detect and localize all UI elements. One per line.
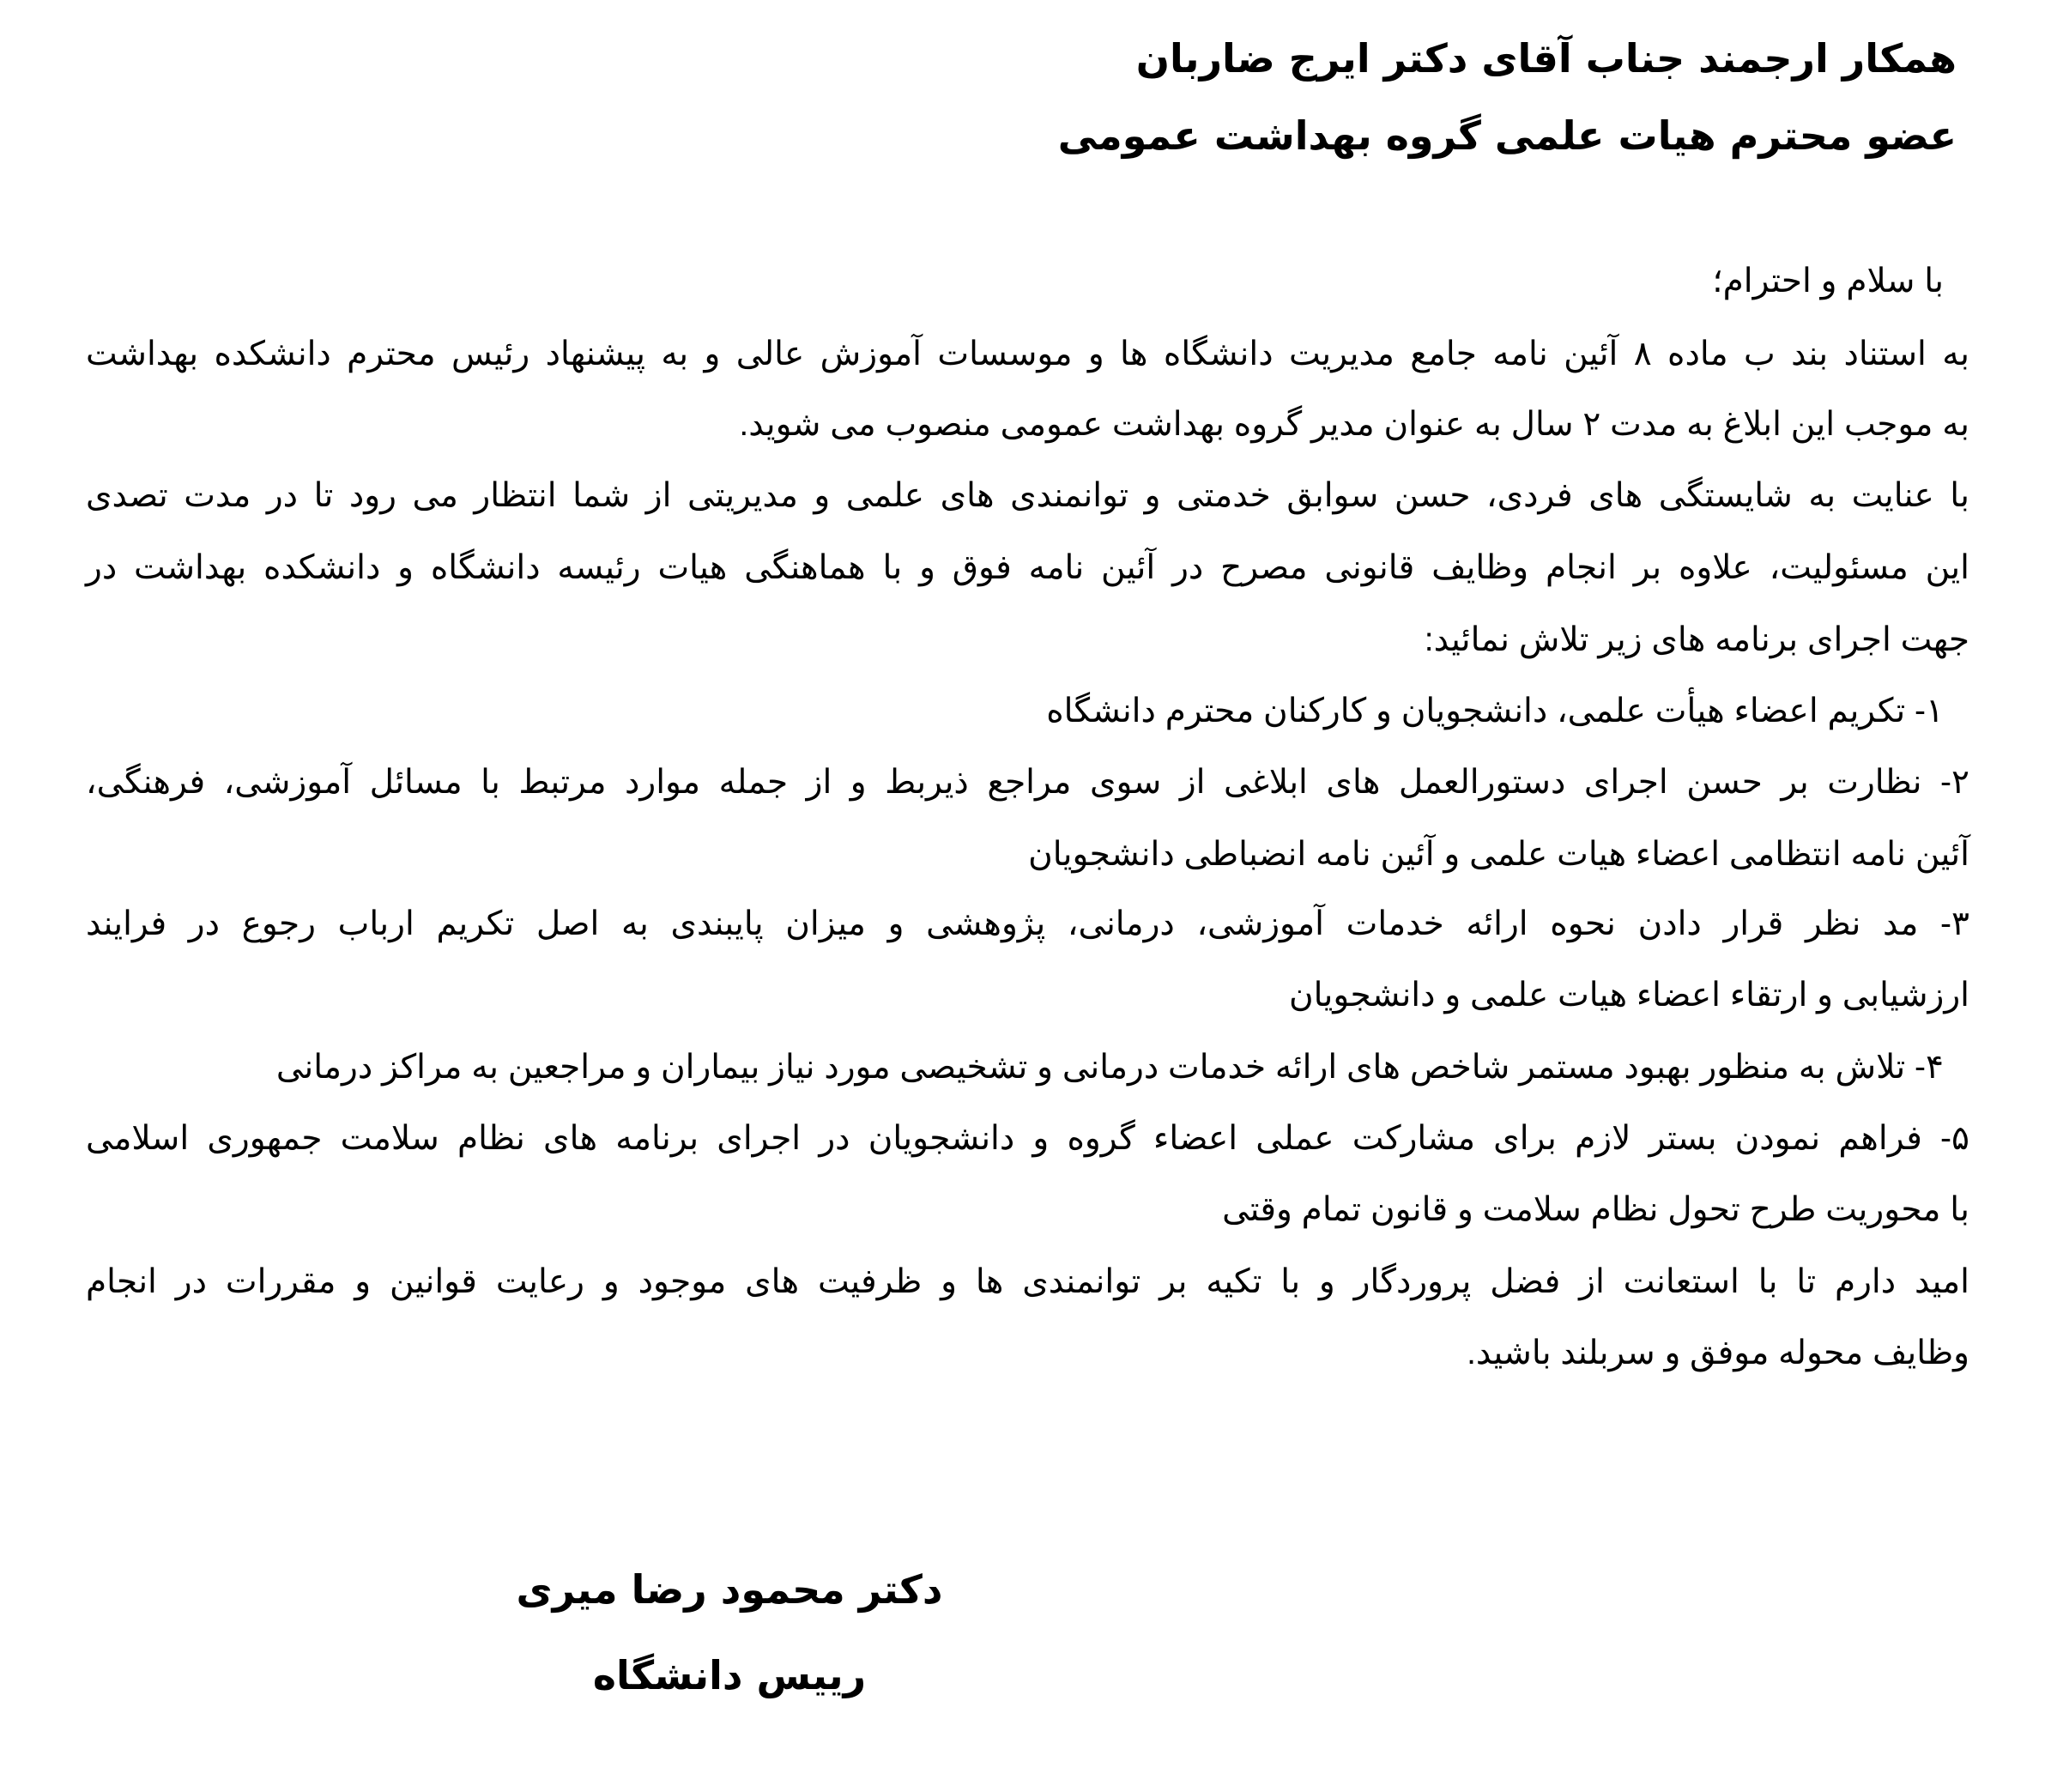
signatory-name: دکتر محمود رضا میری	[516, 1566, 943, 1613]
recipient-role: عضو محترم هیات علمی گروه بهداشت عمومی	[1057, 112, 1957, 159]
list-item-2-cont: آئین نامه انتظامی اعضاء هیات علمی و آئین نامه انضباطی دانشجویان	[1028, 836, 1969, 873]
closing-line-2: وظایف محوله موفق و سربلند باشید.	[1467, 1335, 1969, 1371]
signatory-title: رییس دانشگاه	[592, 1652, 867, 1698]
body-line-3: با عنایت به شایستگی های فردی، حسن سوابق خدمتی و توانمندی های علمی و مدیریتی از شما انتظار می رود تا در مدت تصدی	[86, 477, 1969, 514]
list-item-4: ۴- تلاش به منظور بهبود مستمر شاخص های ارائه خدمات درمانی و تشخیصی مورد نیاز بیماران و مراجعین به مراکز درمانی	[275, 1049, 1944, 1086]
recipient-line: همکار ارجمند جناب آقای دکتر ایرج ضاربان	[1135, 35, 1957, 82]
list-item-3: ۳- مد نظر قرار دادن نحوه ارائه خدمات آموزشی، درمانی، پژوهشی و میزان پایبندی به اصل تکریم ارباب رجوع در فرایند	[86, 905, 1969, 942]
list-item-5-cont: با محوریت طرح تحول نظام سلامت و قانون تمام وقتی	[1222, 1191, 1969, 1228]
closing-line-1: امید دارم تا با استعانت از فضل پروردگار و با تکیه بر توانمندی ها و ظرفیت های موجود و رعایت قوانین و مقررات در انجام	[86, 1263, 1969, 1300]
body-line-5: جهت اجرای برنامه های زیر تلاش نمائید:	[1424, 621, 1969, 658]
body-line-4: این مسئولیت، علاوه بر انجام وظایف قانونی مصرح در آئین نامه فوق و با هماهنگی هیات رئیسه دانشگاه و دانشکده بهداشت در	[86, 549, 1969, 586]
list-item-2: ۲- نظارت بر حسن اجرای دستورالعمل های ابلاغی از سوی مراجع ذیربط و از جمله موارد مرتبط با مسائل آموزشی، فرهنگی،	[86, 764, 1969, 801]
greeting: با سلام و احترام؛	[1712, 263, 1944, 300]
list-item-5: ۵- فراهم نمودن بستر لازم برای مشارکت عملی اعضاء گروه و دانشجویان در اجرای برنامه های نظام سلامت جمهوری اسلامی	[86, 1120, 1969, 1157]
list-item-3-cont: ارزشیابی و ارتقاء اعضاء هیات علمی و دانشجویان	[1288, 977, 1969, 1014]
body-line-2: به موجب این ابلاغ به مدت ۲ سال به عنوان مدیر گروه بهداشت عمومی منصوب می شوید.	[739, 406, 1969, 443]
body-line-1: به استناد بند ب ماده ۸ آئین نامه جامع مدیریت دانشگاه ها و موسسات آموزش عالی و به پیشنهاد رئیس محترم دانشکده بهداشت	[86, 336, 1969, 372]
list-item-1: ۱- تکریم اعضاء هیأت علمی، دانشجویان و کارکنان محترم دانشگاه	[1046, 693, 1944, 730]
